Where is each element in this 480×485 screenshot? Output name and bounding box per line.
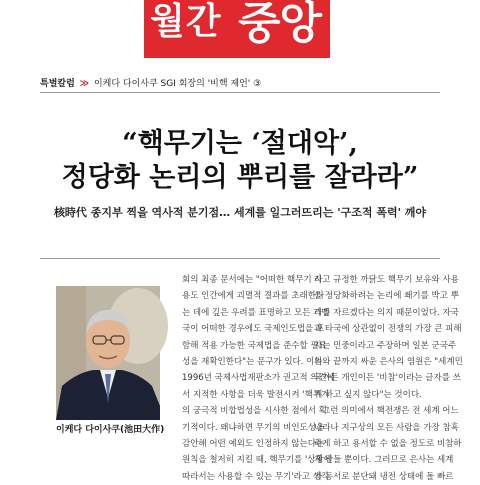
body-line: 을 정당화하려는 논리에 쐐기를 박고 뿌 [314,291,459,302]
body-line: 국가든 개인이든 '비참'이라는 글자를 쓰 [314,373,461,384]
body-line: 가 동서로 분단돼 냉전 상태에 돌 빠르 [314,471,454,482]
body-line: 함해 적용 가능한 국제법을 준수할 필요 [182,340,327,351]
body-line: 는 데에 깊은 우려를 표명하고 모든 가맹 [182,307,330,318]
body-line: 하게 하고 용서할 수 없을 정도로 비참하 [314,439,462,450]
body-line: 나라나 지구상의 모든 사람을 가장 참혹 [314,422,459,433]
subhead-divider [40,258,440,259]
body-line: 라고 규정한 까닭도 핵무기 보유와 사용 [314,275,459,285]
body-line: 리를 자르겠다는 의지 때문이었다. 자국 [314,307,459,318]
body-line: 그런 의미에서 핵전쟁은 전 세계 어느 [322,406,459,417]
photo-caption: 이케다 다이사쿠(池田大作) [56,425,165,435]
body-line: 성을 재확인한다"는 문구가 있다. 이는 [182,357,323,368]
body-line: 국이 어떠한 경우에도 국제인도법을 포 [182,324,325,335]
body-line: 용도 인간에게 괴멸적 결과를 초래한다 [182,291,325,302]
body-column-1 [182,272,335,482]
masthead-logo-part2: 중앙 [238,0,322,49]
author-portrait [56,286,160,420]
masthead-logo [144,0,330,58]
column-rubric [40,76,261,89]
rubric-tag: 특별칼럼 [40,79,75,89]
rubric-series: 이케다 다이사쿠 SGI 회장의 '비핵 제언' ③ [93,79,262,89]
body-line: 과 타국에 상관없이 전쟁의 가장 큰 피해 [314,324,462,335]
body-line: 자는 민중이라고 주장하며 일본 군국주 [314,340,457,351]
body-line: 게 만들 뿐이다. 그러므로 은사는 세계 [314,455,454,466]
header-divider [40,92,440,93]
headline-line-1: “핵무기는 ‘절대악’, [122,128,358,159]
rubric-arrows: ≫ [79,79,90,89]
body-line: 회의 최종 문서에는 "어떠한 핵무기 사 [182,275,323,285]
body-line: 서 지적한 사항을 더욱 발전시켜 '핵무기 [182,389,330,400]
body-line: 따라서는 사용할 수 있는 무기'라고 생각 [182,471,330,482]
subheadline: 核時代 종지부 찍을 역사적 분기점… 세계를 일그러뜨리는 '구조적 폭력' 깨야 [53,206,427,219]
body-line: 감안해 어떤 예외도 인정하지 않는다는 [182,439,325,450]
body-line: 게 하고 싶지 않다"는 것이다. [314,389,422,400]
headline-line-2: 정당화 논리의 뿌리를 잘라라” [61,162,419,193]
body-line: 의 궁극적 비합법성을 시사한 점에서 획 [182,406,327,417]
portrait-illustration [56,286,160,420]
body-column-2 [314,272,463,482]
body-line: 기적이다. 왜냐하면 무기의 비인도성을 [182,422,325,433]
body-line: 1996년 국제사법재판소가 권고적 의견에 [182,373,335,384]
body-line: 원칙을 철저히 지킬 때, 핵무기를 '상황에 [182,455,332,466]
body-line: 의와 끝까지 싸운 은사의 염원은 "세계민 [314,357,463,368]
masthead-logo-part1: 월간 [150,1,222,42]
